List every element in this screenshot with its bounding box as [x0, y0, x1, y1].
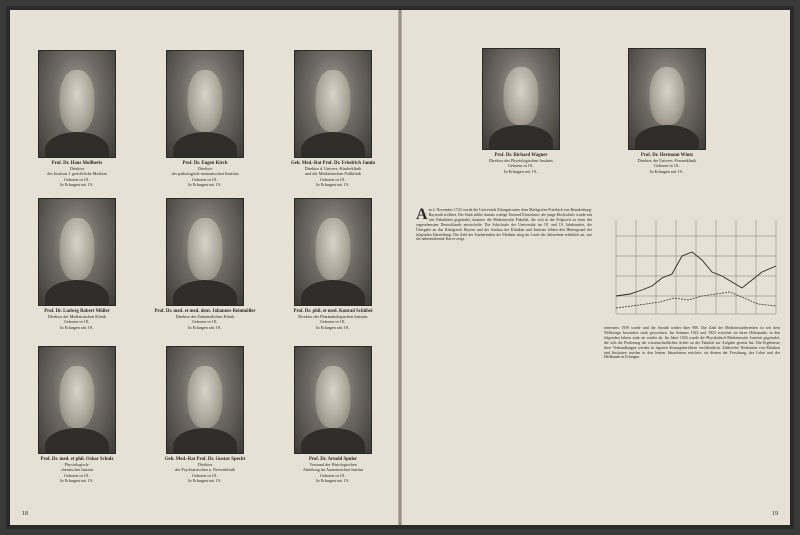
- portrait-card: [274, 346, 392, 483]
- portrait-caption-line: Abteilung im Anatomischen Institut: [302, 467, 364, 473]
- portrait-photo: [294, 50, 372, 158]
- left-page: [10, 10, 398, 525]
- portrait-caption-line: Geboren in 18..: [319, 319, 347, 325]
- portrait-caption-line: Direktor des Pharmakologischen Instituts: [298, 314, 368, 320]
- portrait-card: [274, 50, 392, 187]
- portrait-card: [18, 50, 136, 187]
- portrait-caption-line: Geboren in 18..: [319, 176, 347, 182]
- portrait-caption-line: chemisches Institut: [60, 467, 94, 473]
- portrait-photo: [482, 48, 560, 150]
- portrait-caption-line: Direktor der Univers.-Frauenklinik: [637, 158, 697, 164]
- portrait-caption-line: In Erlangen seit 19..: [316, 181, 350, 187]
- portrait-caption-line: In Erlangen seit 19..: [316, 324, 350, 330]
- portrait-caption-line: Direktor: [197, 166, 213, 172]
- portrait-name: Prof. Dr. med. et med. dent. Johannes Reinmöller: [154, 309, 256, 314]
- portrait-photo: [166, 346, 244, 454]
- portrait-caption-line: Physiologisch-: [64, 462, 90, 468]
- article-dropcap: A: [416, 206, 428, 223]
- portrait-caption-line: In Erlangen seit 19..: [188, 181, 222, 187]
- portrait-caption-line: In Erlangen seit 19..: [650, 168, 684, 174]
- portrait-card: [274, 198, 392, 330]
- article-text-2: semesters 1939 wurde und die Anzahl wieder über 900. Die Zahl der Medizinstudierenden ist seit dem Weltkriege besonders stark gewachsen. Im Sommer 1922 und 1923 erreichte sie ihren Höhepunkt; in den folgenden Jahren sank sie wieder ab. Im Jahre 1926 wurde die Physikalisch-Medizinische Sozietät gegründet, die sich die Förderung der wissenschaftlichen Arbeit an der Fakultät zur Aufgabe gesetzt hat. Die Ergebnisse ihrer Verhandlungen werden in eigenen Sitzungsberichten veröffentlicht. Zahlreiche Neubauten von Kliniken und Instituten wurden in den letzten Jahrzehnten errichtet; sie dienen der Forschung, der Lehre und der Heilkunde in Erlangen.: [604, 326, 780, 360]
- right-page: [402, 10, 790, 525]
- portrait-photo: [166, 198, 244, 306]
- enrollment-chart: [612, 216, 780, 320]
- portrait-caption-line: Direktor der Zahnärztlichen Klinik: [175, 314, 235, 320]
- portrait-photo: [38, 50, 116, 158]
- portrait-caption-line: des Instituts f. gerichtliche Medizin: [47, 171, 107, 177]
- portrait-photo: [166, 50, 244, 158]
- portrait-name: Prof. Dr. med. et phil. Oskar Schulz: [40, 457, 114, 462]
- article: [416, 208, 780, 498]
- portrait-caption-line: In Erlangen seit 19..: [60, 181, 94, 187]
- portrait-card: [146, 198, 264, 330]
- portrait-caption-line: Direktor: [69, 166, 85, 172]
- portrait-caption-line: der Psychiatrischen u. Nervenklinik: [174, 467, 235, 473]
- portrait-name: Prof. Dr. Richard Wagner: [494, 153, 548, 158]
- portrait-caption-line: In Erlangen seit 19..: [188, 324, 222, 330]
- portrait-caption-line: Direktor der Medizinischen Klinik: [47, 314, 107, 320]
- portrait-caption: [18, 161, 136, 187]
- portrait-caption: [18, 457, 136, 483]
- portrait-caption-line: Geboren in 18..: [191, 176, 219, 182]
- portrait-caption: [146, 161, 264, 187]
- portrait-caption-line: und der Medizinischen Poliklinik: [305, 171, 361, 177]
- portrait-caption: [274, 309, 392, 330]
- portrait-card: [608, 48, 726, 174]
- portrait-caption-line: Geboren in 18..: [63, 319, 91, 325]
- portrait-caption-line: Direktor des Physiologischen Instituts: [489, 158, 553, 164]
- portrait-caption: [146, 309, 264, 330]
- portrait-caption-line: Geboren in 18..: [653, 163, 681, 169]
- portrait-photo: [38, 198, 116, 306]
- article-column-2: [604, 326, 780, 360]
- portrait-name: Geh. Med.-Rat Prof. Dr. Gustav Specht: [164, 457, 246, 462]
- portrait-caption-line: Geboren in 18..: [63, 176, 91, 182]
- book-spread: [6, 6, 794, 529]
- portrait-caption: [18, 309, 136, 330]
- portrait-photo: [294, 198, 372, 306]
- portrait-card: [146, 346, 264, 483]
- portrait-caption-line: Vorstand der Histologischen: [309, 462, 357, 468]
- portrait-name: Prof. Dr. Hermann Wintz: [640, 153, 694, 158]
- article-column-1: [416, 208, 592, 242]
- article-text-1: m 4. November 1743 wurde die Universität Erlangen unter dem Markgrafen Friedrich von Brandenburg-Bayreuth eröffnet. Die Stadt zählte damals wenige Tausend Einwohner; die junge Hochschule wurde mit vier Fakultäten gegründet, darunter die Medizinische Fakultät, die sich in der Folgezeit zu einer der angesehensten Deutschlands entwickelte. Die Schicksale der Universität im 18. und 19. Jahrhundert, die Übergabe an das Königreich Bayern und der Ausbau der Kliniken und Institute bilden den Hintergrund der folgenden Darstellung. Die Zahl der Studierenden der Medizin stieg im Laufe der Jahrzehnte erheblich an, wie die nebenstehende Kurve zeigt.: [416, 208, 592, 242]
- portrait-photo: [38, 346, 116, 454]
- portrait-name: Prof. Dr. Eugen Kirch: [182, 161, 228, 166]
- portrait-caption-line: Geboren in 18..: [191, 472, 219, 478]
- portrait-card: [462, 48, 580, 174]
- portrait-name: Geh. Med.-Rat Prof. Dr. Friedrich Jamin: [290, 161, 376, 166]
- portrait-caption-line: Direktor d. Univers.-Kinderklinik: [304, 166, 362, 172]
- portrait-caption-line: Geboren in 18..: [63, 472, 91, 478]
- portrait-caption-line: Geboren in 18..: [507, 163, 535, 169]
- portrait-name: Prof. Dr. phil. et med. Konrad Schübel: [293, 309, 373, 314]
- portrait-photo: [628, 48, 706, 150]
- portrait-caption: [608, 153, 726, 174]
- portrait-card: [18, 346, 136, 483]
- right-page-number: 19: [772, 511, 778, 517]
- portrait-name: Prof. Dr. Hans Mollheris: [51, 161, 103, 166]
- portrait-name: Prof. Dr. Arnold Spuler: [308, 457, 358, 462]
- portrait-caption: [274, 161, 392, 187]
- portrait-caption: [274, 457, 392, 483]
- portrait-caption-line: In Erlangen seit 19..: [60, 477, 94, 483]
- left-page-number: 18: [22, 511, 28, 517]
- portrait-caption-line: In Erlangen seit 19..: [504, 168, 538, 174]
- portrait-caption: [146, 457, 264, 483]
- portrait-photo: [294, 346, 372, 454]
- portrait-caption-line: Direktor: [197, 462, 213, 468]
- portrait-caption-line: des pathologisch-anatomischen Instituts: [171, 171, 239, 177]
- portrait-caption-line: In Erlangen seit 19..: [188, 477, 222, 483]
- portrait-caption-line: In Erlangen seit 19..: [60, 324, 94, 330]
- portrait-caption-line: Geboren in 18..: [319, 472, 347, 478]
- portrait-card: [146, 50, 264, 187]
- portrait-caption-line: In Erlangen seit 19..: [316, 477, 350, 483]
- portrait-card: [18, 198, 136, 330]
- portrait-name: Prof. Dr. Ludwig Robert Müller: [44, 309, 110, 314]
- portrait-caption-line: Geboren in 18..: [191, 319, 219, 325]
- portrait-caption: [462, 153, 580, 174]
